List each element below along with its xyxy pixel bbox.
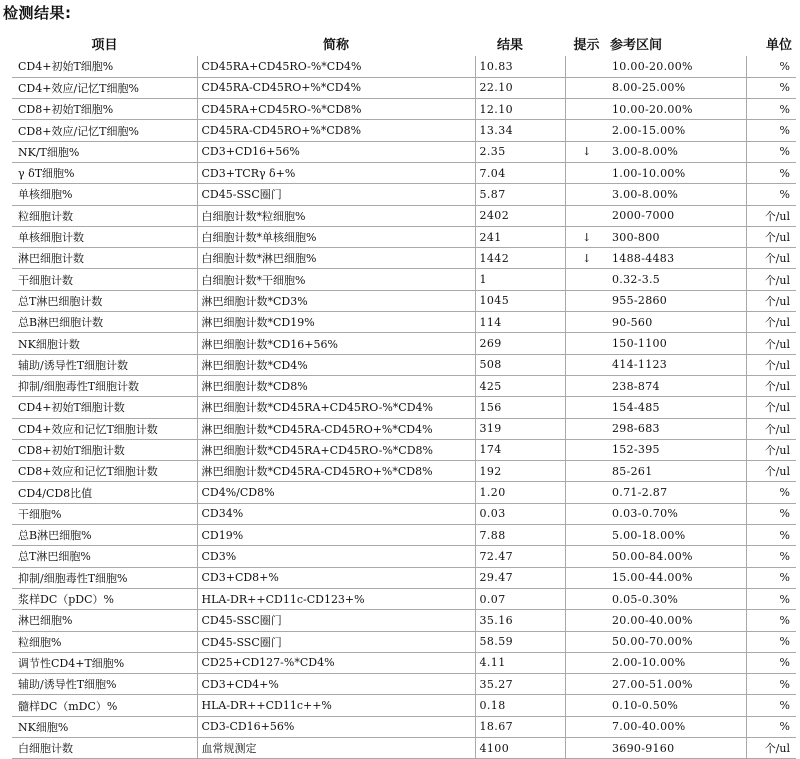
cell-flag xyxy=(565,354,608,375)
cell-item: CD8+效应和记忆T细胞计数 xyxy=(12,461,197,482)
cell-item: 髓样DC（mDC）% xyxy=(12,695,197,716)
cell-result: 35.16 xyxy=(475,610,565,631)
cell-abbr: HLA-DR++CD11c-CD123+% xyxy=(197,588,475,609)
table-row xyxy=(12,77,796,98)
cell-unit: 个/ul xyxy=(746,269,796,290)
column-header-item: 项目 xyxy=(91,37,118,53)
cell-abbr: 白细胞计数*淋巴细胞% xyxy=(197,248,475,269)
cell-flag xyxy=(565,184,608,205)
cell-result: 0.18 xyxy=(475,695,565,716)
cell-result: 4.11 xyxy=(475,652,565,673)
cell-result: 269 xyxy=(475,333,565,354)
table-row xyxy=(12,184,796,205)
cell-abbr: 淋巴细胞计数*CD8% xyxy=(197,375,475,396)
table-row xyxy=(12,397,796,418)
cell-abbr: CD3+TCRγ δ+% xyxy=(197,162,475,183)
column-header-flag: 提示 xyxy=(573,37,600,53)
cell-unit: 个/ul xyxy=(746,461,796,482)
cell-result: 156 xyxy=(475,397,565,418)
cell-range: 20.00-40.00% xyxy=(608,610,746,631)
cell-item: 辅助/诱导性T细胞% xyxy=(12,674,197,695)
column-header-abbr: 简称 xyxy=(322,37,349,53)
cell-abbr: 白细胞计数*干细胞% xyxy=(197,269,475,290)
cell-flag xyxy=(565,525,608,546)
results-table xyxy=(12,30,796,759)
cell-item: 干细胞计数 xyxy=(12,269,197,290)
cell-flag xyxy=(565,397,608,418)
cell-range: 85-261 xyxy=(608,461,746,482)
cell-result: 114 xyxy=(475,312,565,333)
cell-item: 总B淋巴细胞计数 xyxy=(12,312,197,333)
cell-abbr: 淋巴细胞计数*CD45RA+CD45RO-%*CD8% xyxy=(197,439,475,460)
table-row xyxy=(12,162,796,183)
cell-range: 7.00-40.00% xyxy=(608,716,746,737)
cell-flag xyxy=(565,77,608,98)
table-row xyxy=(12,525,796,546)
cell-result: 241 xyxy=(475,226,565,247)
cell-flag xyxy=(565,567,608,588)
cell-unit: 个/ul xyxy=(746,290,796,311)
cell-flag xyxy=(565,503,608,524)
table-row xyxy=(12,482,796,503)
table-row xyxy=(12,503,796,524)
cell-result: 7.88 xyxy=(475,525,565,546)
cell-unit: % xyxy=(746,120,796,141)
cell-item: 粒细胞% xyxy=(12,631,197,652)
cell-abbr: CD25+CD127-%*CD4% xyxy=(197,652,475,673)
cell-flag xyxy=(565,375,608,396)
cell-item: CD8+效应/记忆T细胞% xyxy=(12,120,197,141)
header-row xyxy=(12,30,796,56)
cell-abbr: CD45RA+CD45RO-%*CD4% xyxy=(197,56,475,77)
cell-abbr: 淋巴细胞计数*CD19% xyxy=(197,312,475,333)
cell-abbr: 淋巴细胞计数*CD16+56% xyxy=(197,333,475,354)
cell-item: 总T淋巴细胞计数 xyxy=(12,290,197,311)
cell-range: 3690-9160 xyxy=(608,738,746,759)
cell-flag xyxy=(565,56,608,77)
cell-unit: 个/ul xyxy=(746,375,796,396)
table-row xyxy=(12,461,796,482)
table-row xyxy=(12,567,796,588)
cell-item: 抑制/细胞毒性T细胞计数 xyxy=(12,375,197,396)
cell-unit: 个/ul xyxy=(746,397,796,418)
cell-abbr: CD19% xyxy=(197,525,475,546)
cell-result: 18.67 xyxy=(475,716,565,737)
table-header xyxy=(12,30,796,56)
cell-unit: 个/ul xyxy=(746,333,796,354)
cell-abbr: 血常规测定 xyxy=(197,738,475,759)
table-row xyxy=(12,546,796,567)
cell-item: 淋巴细胞% xyxy=(12,610,197,631)
cell-range: 150-1100 xyxy=(608,333,746,354)
cell-unit: % xyxy=(746,56,796,77)
cell-range: 15.00-44.00% xyxy=(608,567,746,588)
cell-abbr: 淋巴细胞计数*CD45RA-CD45RO+%*CD8% xyxy=(197,461,475,482)
table-row xyxy=(12,631,796,652)
cell-range: 154-485 xyxy=(608,397,746,418)
table-row xyxy=(12,588,796,609)
cell-result: 174 xyxy=(475,439,565,460)
cell-range: 1.00-10.00% xyxy=(608,162,746,183)
cell-flag xyxy=(565,333,608,354)
table-row xyxy=(12,312,796,333)
cell-result: 2402 xyxy=(475,205,565,226)
cell-unit: % xyxy=(746,588,796,609)
cell-abbr: 淋巴细胞计数*CD4% xyxy=(197,354,475,375)
cell-item: CD4+初始T细胞计数 xyxy=(12,397,197,418)
cell-abbr: 白细胞计数*粒细胞% xyxy=(197,205,475,226)
cell-flag xyxy=(565,482,608,503)
cell-range: 8.00-25.00% xyxy=(608,77,746,98)
cell-range: 2.00-10.00% xyxy=(608,652,746,673)
cell-result: 12.10 xyxy=(475,99,565,120)
cell-abbr: CD3+CD4+% xyxy=(197,674,475,695)
cell-item: 调节性CD4+T细胞% xyxy=(12,652,197,673)
cell-unit: % xyxy=(746,546,796,567)
cell-item: 抑制/细胞毒性T细胞% xyxy=(12,567,197,588)
cell-result: 5.87 xyxy=(475,184,565,205)
cell-unit: % xyxy=(746,162,796,183)
cell-unit: % xyxy=(746,503,796,524)
cell-flag: ↓ xyxy=(565,141,608,162)
cell-abbr: CD4%/CD8% xyxy=(197,482,475,503)
cell-item: 单核细胞% xyxy=(12,184,197,205)
cell-flag: ↓ xyxy=(565,226,608,247)
cell-unit: % xyxy=(746,567,796,588)
cell-result: 1.20 xyxy=(475,482,565,503)
cell-range: 27.00-51.00% xyxy=(608,674,746,695)
cell-range: 90-560 xyxy=(608,312,746,333)
cell-result: 1045 xyxy=(475,290,565,311)
cell-result: 7.04 xyxy=(475,162,565,183)
table-row xyxy=(12,333,796,354)
table-row xyxy=(12,716,796,737)
cell-unit: 个/ul xyxy=(746,205,796,226)
column-header-result: 结果 xyxy=(497,37,524,53)
table-body xyxy=(12,56,796,759)
cell-flag xyxy=(565,269,608,290)
cell-abbr: 淋巴细胞计数*CD45RA-CD45RO+%*CD4% xyxy=(197,418,475,439)
cell-unit: % xyxy=(746,610,796,631)
cell-flag xyxy=(565,99,608,120)
table-row xyxy=(12,375,796,396)
cell-flag xyxy=(565,120,608,141)
cell-unit: 个/ul xyxy=(746,226,796,247)
cell-item: 粒细胞计数 xyxy=(12,205,197,226)
cell-range: 0.32-3.5 xyxy=(608,269,746,290)
cell-unit: % xyxy=(746,716,796,737)
table-row xyxy=(12,269,796,290)
table-row xyxy=(12,695,796,716)
cell-flag xyxy=(565,738,608,759)
cell-item: NK细胞% xyxy=(12,716,197,737)
cell-unit: 个/ul xyxy=(746,439,796,460)
table-row xyxy=(12,354,796,375)
cell-result: 22.10 xyxy=(475,77,565,98)
cell-unit: 个/ul xyxy=(746,738,796,759)
table-row xyxy=(12,290,796,311)
cell-abbr: CD34% xyxy=(197,503,475,524)
cell-unit: 个/ul xyxy=(746,418,796,439)
cell-result: 1442 xyxy=(475,248,565,269)
cell-abbr: CD3+CD8+% xyxy=(197,567,475,588)
cell-range: 414-1123 xyxy=(608,354,746,375)
table-row xyxy=(12,652,796,673)
cell-range: 298-683 xyxy=(608,418,746,439)
cell-result: 10.83 xyxy=(475,56,565,77)
cell-item: 辅助/诱导性T细胞计数 xyxy=(12,354,197,375)
table-row xyxy=(12,418,796,439)
cell-item: NK细胞计数 xyxy=(12,333,197,354)
cell-unit: 个/ul xyxy=(746,354,796,375)
cell-item: CD4/CD8比值 xyxy=(12,482,197,503)
cell-result: 2.35 xyxy=(475,141,565,162)
cell-unit: % xyxy=(746,674,796,695)
cell-flag xyxy=(565,695,608,716)
cell-item: 白细胞计数 xyxy=(12,738,197,759)
cell-unit: % xyxy=(746,482,796,503)
cell-flag xyxy=(565,716,608,737)
cell-flag xyxy=(565,546,608,567)
cell-range: 10.00-20.00% xyxy=(608,99,746,120)
table-row xyxy=(12,141,796,162)
cell-abbr: CD45-SSC圈门 xyxy=(197,184,475,205)
table-row xyxy=(12,226,796,247)
cell-item: 总B淋巴细胞% xyxy=(12,525,197,546)
cell-range: 0.03-0.70% xyxy=(608,503,746,524)
cell-item: CD8+初始T细胞计数 xyxy=(12,439,197,460)
table-row xyxy=(12,610,796,631)
cell-range: 50.00-84.00% xyxy=(608,546,746,567)
cell-range: 5.00-18.00% xyxy=(608,525,746,546)
cell-result: 1 xyxy=(475,269,565,290)
cell-unit: % xyxy=(746,99,796,120)
cell-range: 1488-4483 xyxy=(608,248,746,269)
cell-abbr: CD45RA+CD45RO-%*CD8% xyxy=(197,99,475,120)
cell-item: 总T淋巴细胞% xyxy=(12,546,197,567)
cell-range: 3.00-8.00% xyxy=(608,184,746,205)
cell-unit: % xyxy=(746,77,796,98)
cell-flag xyxy=(565,205,608,226)
cell-abbr: CD45-SSC圈门 xyxy=(197,610,475,631)
cell-item: NK/T细胞% xyxy=(12,141,197,162)
cell-result: 319 xyxy=(475,418,565,439)
cell-item: γ δT细胞% xyxy=(12,162,197,183)
cell-abbr: CD3% xyxy=(197,546,475,567)
cell-unit: 个/ul xyxy=(746,312,796,333)
cell-result: 0.03 xyxy=(475,503,565,524)
cell-flag xyxy=(565,439,608,460)
cell-range: 50.00-70.00% xyxy=(608,631,746,652)
cell-unit: % xyxy=(746,695,796,716)
cell-abbr: 淋巴细胞计数*CD45RA+CD45RO-%*CD4% xyxy=(197,397,475,418)
cell-abbr: CD45RA-CD45RO+%*CD8% xyxy=(197,120,475,141)
cell-item: 淋巴细胞计数 xyxy=(12,248,197,269)
cell-unit: % xyxy=(746,652,796,673)
cell-range: 0.05-0.30% xyxy=(608,588,746,609)
cell-result: 0.07 xyxy=(475,588,565,609)
cell-unit: % xyxy=(746,631,796,652)
table-row xyxy=(12,674,796,695)
column-header-range: 参考区间 xyxy=(610,37,663,53)
cell-range: 2000-7000 xyxy=(608,205,746,226)
cell-unit: 个/ul xyxy=(746,248,796,269)
cell-flag xyxy=(565,290,608,311)
cell-flag: ↓ xyxy=(565,248,608,269)
cell-item: 单核细胞计数 xyxy=(12,226,197,247)
cell-result: 192 xyxy=(475,461,565,482)
cell-result: 29.47 xyxy=(475,567,565,588)
cell-flag xyxy=(565,610,608,631)
cell-flag xyxy=(565,461,608,482)
cell-range: 0.71-2.87 xyxy=(608,482,746,503)
table-row xyxy=(12,99,796,120)
cell-item: 浆样DC（pDC）% xyxy=(12,588,197,609)
cell-result: 72.47 xyxy=(475,546,565,567)
cell-abbr: 白细胞计数*单核细胞% xyxy=(197,226,475,247)
cell-range: 3.00-8.00% xyxy=(608,141,746,162)
cell-range: 0.10-0.50% xyxy=(608,695,746,716)
cell-range: 152-395 xyxy=(608,439,746,460)
cell-range: 955-2860 xyxy=(608,290,746,311)
cell-flag xyxy=(565,674,608,695)
cell-result: 35.27 xyxy=(475,674,565,695)
cell-item: CD4+效应和记忆T细胞计数 xyxy=(12,418,197,439)
cell-result: 4100 xyxy=(475,738,565,759)
cell-range: 10.00-20.00% xyxy=(608,56,746,77)
cell-flag xyxy=(565,418,608,439)
cell-result: 425 xyxy=(475,375,565,396)
table-row xyxy=(12,120,796,141)
cell-flag xyxy=(565,588,608,609)
cell-result: 13.34 xyxy=(475,120,565,141)
cell-abbr: CD3+CD16+56% xyxy=(197,141,475,162)
column-header-unit: 单位 xyxy=(765,37,792,53)
table-row xyxy=(12,205,796,226)
cell-flag xyxy=(565,631,608,652)
cell-abbr: 淋巴细胞计数*CD3% xyxy=(197,290,475,311)
section-heading: 检测结果: xyxy=(3,4,72,22)
cell-unit: % xyxy=(746,184,796,205)
cell-range: 300-800 xyxy=(608,226,746,247)
table-row xyxy=(12,738,796,759)
cell-flag xyxy=(565,652,608,673)
cell-abbr: CD45RA-CD45RO+%*CD4% xyxy=(197,77,475,98)
cell-abbr: HLA-DR++CD11c++% xyxy=(197,695,475,716)
cell-range: 2.00-15.00% xyxy=(608,120,746,141)
table-row xyxy=(12,56,796,77)
cell-abbr: CD45-SSC圈门 xyxy=(197,631,475,652)
table-row xyxy=(12,248,796,269)
cell-item: CD4+效应/记忆T细胞% xyxy=(12,77,197,98)
cell-flag xyxy=(565,312,608,333)
table-row xyxy=(12,439,796,460)
cell-item: CD4+初始T细胞% xyxy=(12,56,197,77)
cell-abbr: CD3-CD16+56% xyxy=(197,716,475,737)
cell-range: 238-874 xyxy=(608,375,746,396)
cell-flag xyxy=(565,162,608,183)
cell-result: 58.59 xyxy=(475,631,565,652)
cell-unit: % xyxy=(746,525,796,546)
cell-item: 干细胞% xyxy=(12,503,197,524)
cell-item: CD8+初始T细胞% xyxy=(12,99,197,120)
cell-result: 508 xyxy=(475,354,565,375)
cell-unit: % xyxy=(746,141,796,162)
